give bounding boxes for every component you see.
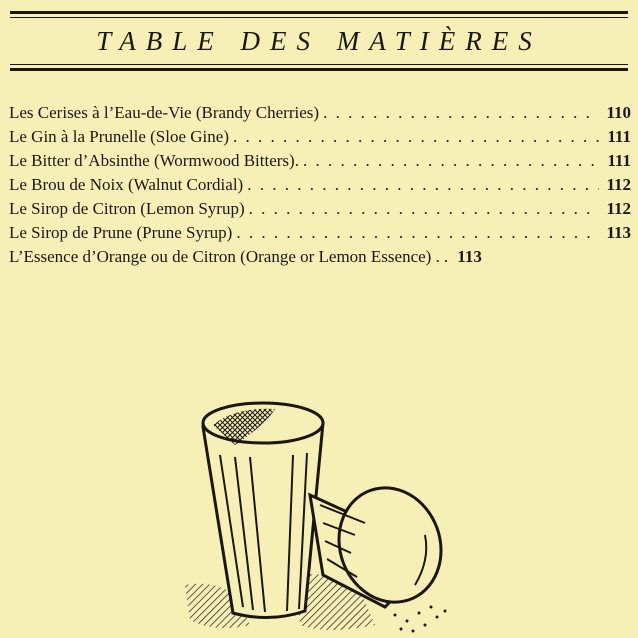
toc-dot-leader [319,101,599,125]
toc-entry [9,149,631,173]
toc-entry [9,221,631,245]
toc-page-number: 110 [606,103,631,122]
toc-entry [9,245,631,269]
toc-dot-leader [440,245,450,269]
toc-entry [9,197,631,221]
toc-page-number: 113 [457,247,482,266]
page-title: TABLE DES MATIÈRES [96,26,542,56]
table-of-contents [9,101,631,269]
toc-entry-title: Le Bitter d’Absinthe (Wormwood Bitters). [9,151,299,170]
tall-glass [203,403,323,618]
two-glasses-icon [175,385,475,638]
header-rule-bottom-thick [10,68,628,71]
header-rule-bottom-thin [10,64,628,65]
toc-page-number: 111 [607,151,631,170]
toc-entry [9,101,631,125]
toc-entry-title: L’Essence d’Orange ou de Citron (Orange or Lemon Essence) . [9,247,440,266]
toc-entry-title: Les Cerises à l’Eau-de-Vie (Brandy Cherries) [9,103,320,122]
toc-dot-leader [245,197,599,221]
toc-page-number: 111 [607,127,631,146]
toc-entry [9,125,631,149]
toc-entry-title: Le Sirop de Citron (Lemon Syrup) [9,199,245,218]
toc-dot-leader [243,173,599,197]
toc-page-number: 113 [606,223,631,242]
header-rule-top-thin [10,17,628,18]
toc-page-number: 112 [606,175,631,194]
toc-page-number: 112 [606,199,631,218]
header-rule-top-thick [10,11,628,14]
toc-entry-title: Le Sirop de Prune (Prune Syrup) [9,223,233,242]
toc-dot-leader [299,149,599,173]
toc-entry-title: Le Gin à la Prunelle (Sloe Gine) [9,127,229,146]
toc-entry-title: Le Brou de Noix (Walnut Cordial) [9,175,244,194]
toc-entry [9,173,631,197]
toc-dot-leader [232,221,599,245]
toc-dot-leader [229,125,599,149]
